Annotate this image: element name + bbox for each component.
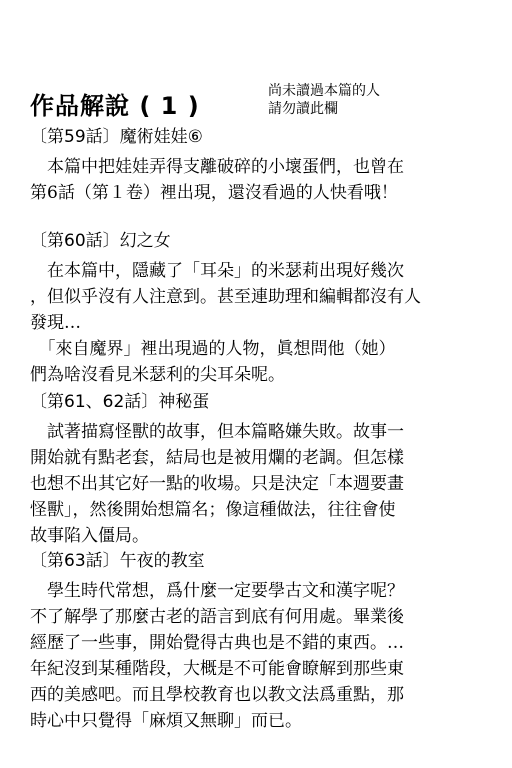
text-line: 也想不出其它好一點的收場。只是決定「本週要畫	[30, 474, 404, 494]
chapter-heading: 〔第60話〕幻之女	[30, 231, 171, 251]
chapter-text	[30, 419, 486, 549]
text-line: 本篇中把娃娃弄得支離破碎的小壞蛋們，也曾在	[30, 157, 404, 177]
chapter-note-61-62	[30, 391, 486, 549]
text-line: 不了解學了那麼古老的語言到底有何用處。畢業後	[30, 607, 404, 627]
chapter-text	[30, 154, 486, 206]
chapter-heading: 〔第61、62話〕神秘蛋	[30, 392, 210, 412]
chapter-note-59	[30, 126, 486, 206]
text-line: 試著描寫怪獸的故事，但本篇略嫌失敗。故事一	[30, 422, 404, 442]
chapter-text	[30, 258, 486, 388]
text-line: 經歷了一些事，開始覺得古典也是不錯的東西。…	[30, 633, 404, 653]
chapter-note-63	[30, 550, 486, 734]
text-line: 怪獸」，然後開始想篇名；像這種做法，往往會使	[30, 500, 396, 520]
text-line: 西的美感吧。而且學校教育也以教文法爲重點，那	[30, 685, 404, 705]
text-line: 開始就有點老套，結局也是被用爛的老調。但怎樣	[30, 448, 404, 468]
chapter-heading: 〔第59話〕魔術娃娃⑥	[30, 127, 203, 147]
spoiler-note	[268, 82, 380, 118]
text-line: 時心中只覺得「麻煩又無聊」而已。	[30, 711, 302, 731]
text-line: 發現…	[30, 313, 81, 333]
text-line: ，但似乎沒有人注意到。甚至連助理和編輯都沒有人	[30, 287, 421, 307]
page-title: 作品解說 ( 1 )	[30, 92, 200, 120]
text-line: 第6話（第１卷）裡出現，還沒看過的人快看哦！	[30, 183, 398, 203]
chapter-note-60	[30, 230, 486, 388]
text-line: 在本篇中，隱藏了「耳朵」的米瑟莉出現好幾次	[30, 261, 404, 281]
spoiler-note-line: 尚未讀過本篇的人	[268, 83, 380, 99]
text-line: 故事陷入僵局。	[30, 526, 149, 546]
text-line: 「來自魔界」裡出現過的人物，眞想問他（她）	[30, 339, 396, 359]
spoiler-note-line: 請勿讀此欄	[268, 101, 338, 117]
text-line: 學生時代常想，爲什麼一定要學古文和漢字呢？	[30, 581, 404, 601]
text-line: 年紀沒到某種階段，大概是不可能會瞭解到那些東	[30, 659, 404, 679]
chapter-heading: 〔第63話〕午夜的教室	[30, 551, 205, 571]
chapter-text	[30, 578, 486, 734]
text-line: 們為啥沒看見米瑟利的尖耳朵呢。	[30, 365, 285, 385]
